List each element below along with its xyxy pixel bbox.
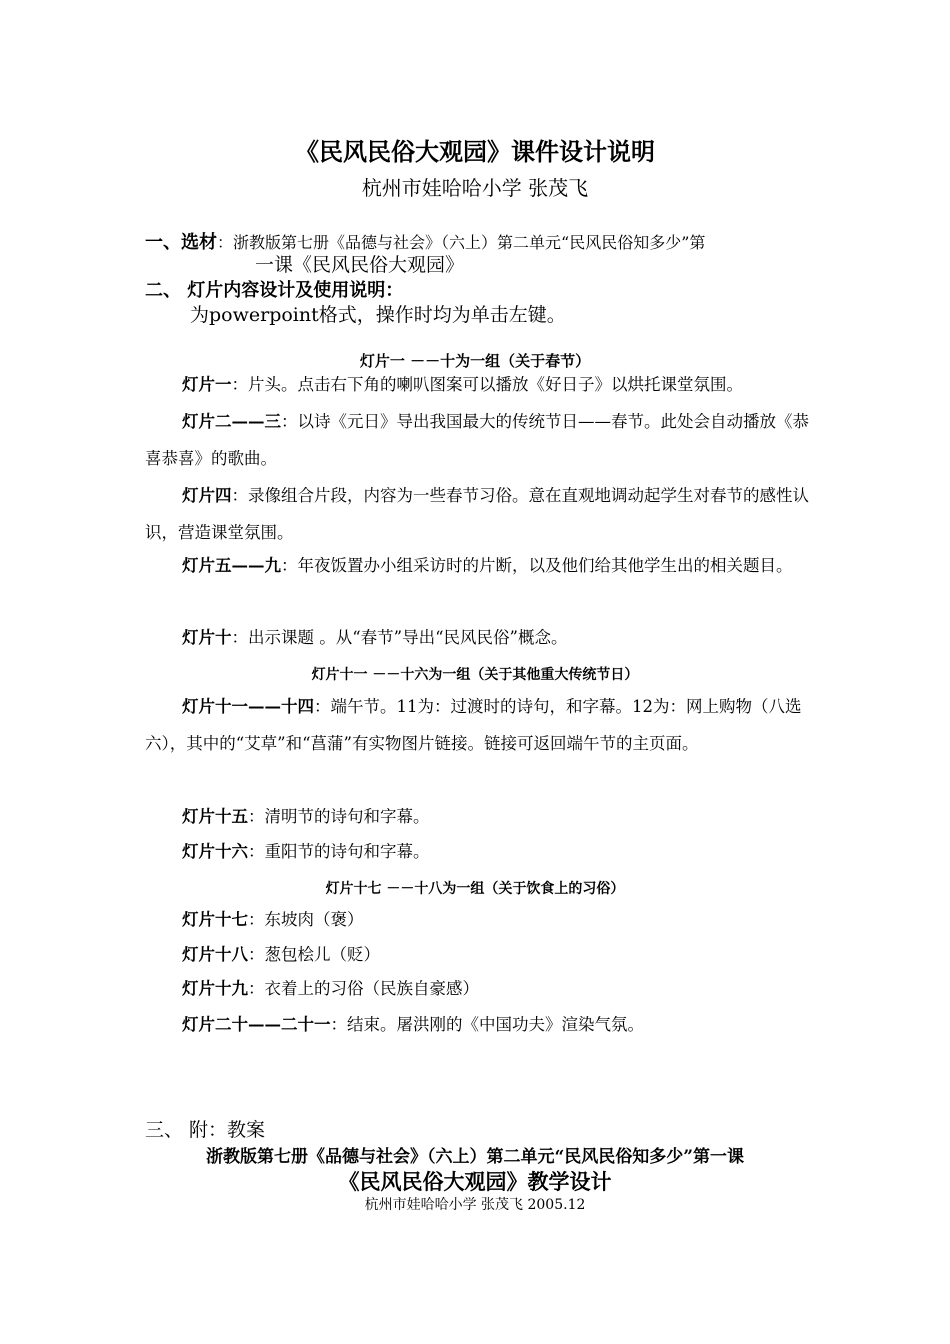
item-label: 灯片十: [182, 628, 232, 647]
group-2-item-1: [145, 688, 810, 762]
item-label: 灯片十八: [182, 945, 248, 964]
document-title: 《民风民俗大观园》课件设计说明: [295, 137, 655, 166]
group-3-item-4: [145, 1006, 810, 1043]
group-2-item-3: [145, 833, 810, 870]
section-2-heading: [145, 276, 403, 302]
section-1-colon: ：: [217, 233, 234, 252]
item-text: ：结束。屠洪刚的《中国功夫》渲染气氛。: [330, 1015, 644, 1034]
document-author: 杭州市娃哈哈小学 张茂飞: [361, 176, 589, 200]
lesson-source-line: 浙教版第七册《品德与社会》（六上）第二单元“民风民俗知多少”第一课: [205, 1147, 745, 1167]
item-label: 灯片十五: [182, 807, 248, 826]
item-text: ：年夜饭置办小组采访时的片断，以及他们给其他学生出的相关题目。: [281, 556, 793, 575]
lesson-author-date: 杭州市娃哈哈小学 张茂飞 2005.12: [364, 1197, 586, 1213]
item-text: ：录像组合片段，内容为一些春节习俗。意在直观地调动起学生对春节的感性认识，营造课堂氛围。: [145, 486, 809, 542]
group-3-item-1: [145, 901, 810, 938]
item-text: ：出示课题 。从“春节”导出“民风民俗”概念。: [231, 628, 568, 647]
group-2-heading: 灯片十一 －－十六为一组（关于其他重大传统节日）: [311, 667, 639, 683]
item-text: ：端午节。11为：过渡时的诗句，和字幕。12为：网上购物（八选六），其中的“艾草”和“菖蒲”有实物图片链接。链接可返回端午节的主页面。: [145, 697, 802, 753]
item-label: 灯片十九: [182, 979, 248, 998]
group-2-item-2: [145, 798, 810, 835]
section-3-heading: 三、 附：教案: [145, 1119, 266, 1141]
item-label: 灯片十六: [182, 842, 248, 861]
section-2-label: 二、 灯片内容设计及使用说明：: [145, 280, 404, 301]
item-text: ：东坡肉（褒）: [248, 910, 364, 929]
item-label: 灯片二十——二十一: [182, 1015, 331, 1034]
group-1-item-2: [145, 403, 810, 477]
item-label: 灯片五——九: [182, 556, 281, 575]
group-1-item-3: [145, 477, 810, 551]
group-3-item-2: [145, 936, 810, 973]
section-1-text-cont: 一课《民风民俗大观园》: [255, 254, 465, 276]
item-text: ：以诗《元日》导出我国最大的传统节日——春节。此处会自动播放《恭喜恭喜》的歌曲。: [145, 412, 809, 468]
item-label: 灯片四: [182, 486, 232, 505]
item-label: 灯片一: [182, 375, 232, 394]
item-text: ：清明节的诗句和字幕。: [248, 807, 430, 826]
item-text: ：片头。点击右下角的喇叭图案可以播放《好日子》以烘托课堂氛围。: [231, 375, 743, 394]
item-text: ：衣着上的习俗（民族自豪感）: [248, 979, 479, 998]
item-label: 灯片十一——十四: [182, 697, 314, 716]
section-1-label: 一、选材: [145, 232, 217, 253]
group-3-heading: 灯片十七 －－十八为一组（关于饮食上的习俗）: [325, 881, 625, 897]
section-2-note: 为powerpoint格式，操作时均为单击左键。: [190, 304, 566, 326]
item-text: ：重阳节的诗句和字幕。: [248, 842, 430, 861]
group-1-item-5: [145, 619, 810, 656]
group-3-item-3: [145, 970, 810, 1007]
item-label: 灯片十七: [182, 910, 248, 929]
section-1-text: 浙教版第七册《品德与社会》（六上）第二单元“民风民俗知多少”第: [233, 233, 706, 252]
item-text: ：葱包桧儿（贬）: [248, 945, 380, 964]
group-1-item-1: [145, 366, 810, 403]
group-1-item-4: [145, 547, 810, 584]
lesson-title: 《民风民俗大观园》教学设计: [338, 1169, 612, 1194]
group-1-heading: 灯片一 －－十为一组（关于春节）: [359, 352, 591, 370]
item-label: 灯片二——三: [182, 412, 281, 431]
